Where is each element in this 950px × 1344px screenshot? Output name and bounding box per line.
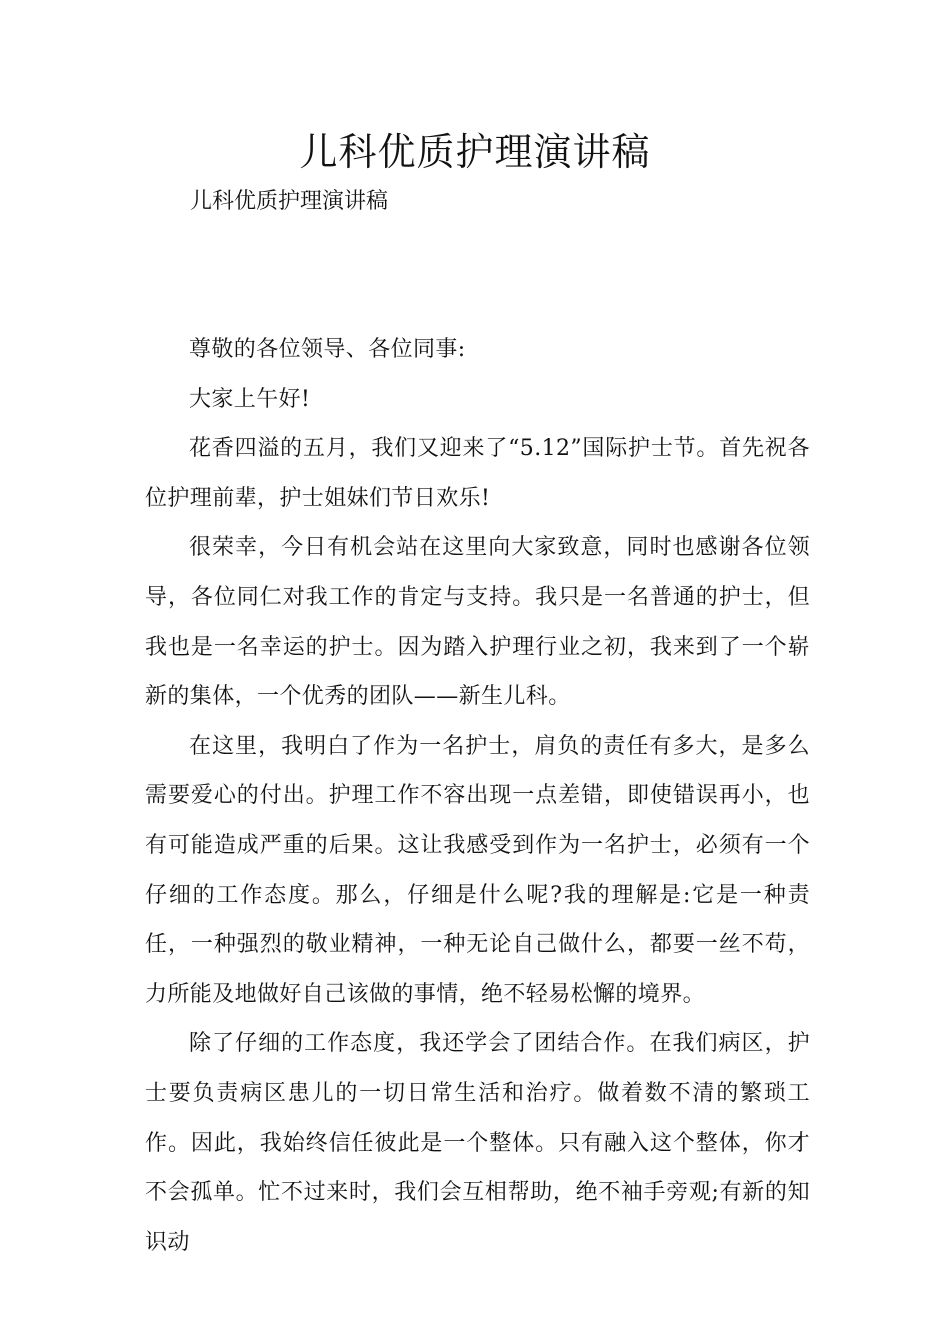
paragraph-intro: 花香四溢的五月，我们又迎来了“5.12”国际护士节。首先祝各位护理前辈，护士姐妹们节日欢乐! [145,436,810,511]
paragraph-teamwork: 除了仔细的工作态度，我还学会了团结合作。在我们病区，护士要负责病区患儿的一切日常生活和治疗。做着数不清的繁琐工作。因此，我始终信任彼此是一个整体。只有融入这个整体，你才不会孤单。忙不过来时，我们会互相帮助，绝不袖手旁观;有新的知识动 [145,1031,810,1255]
paragraph-responsibility: 在这里，我明白了作为一名护士，肩负的责任有多大，是多么需要爱心的付出。护理工作不容出现一点差错，即使错误再小，也有可能造成严重的后果。这让我感受到作为一名护士，必须有一个仔细的工作态度。那么，仔细是什么呢?我的理解是:它是一种责任，一种强烈的敬业精神，一种无论自己做什么，都要一丝不苟，力所能及地做好自己该做的事情，绝不轻易松懈的境界。 [145,733,810,1007]
paragraph-greeting: 尊敬的各位领导、各位同事: [189,337,466,362]
document-title: 儿科优质护理演讲稿 [299,130,651,174]
paragraph-salutation: 大家上午好! [189,386,311,412]
document-body [145,325,810,1267]
document-subtitle: 儿科优质护理演讲稿 [190,189,389,214]
paragraph-gratitude: 很荣幸，今日有机会站在这里向大家致意，同时也感谢各位领导，各位同仁对我工作的肯定与支持。我只是一名普通的护士，但我也是一名幸运的护士。因为踏入护理行业之初，我来到了一个崭新的集体，一个优秀的团队——新生儿科。 [145,535,810,710]
